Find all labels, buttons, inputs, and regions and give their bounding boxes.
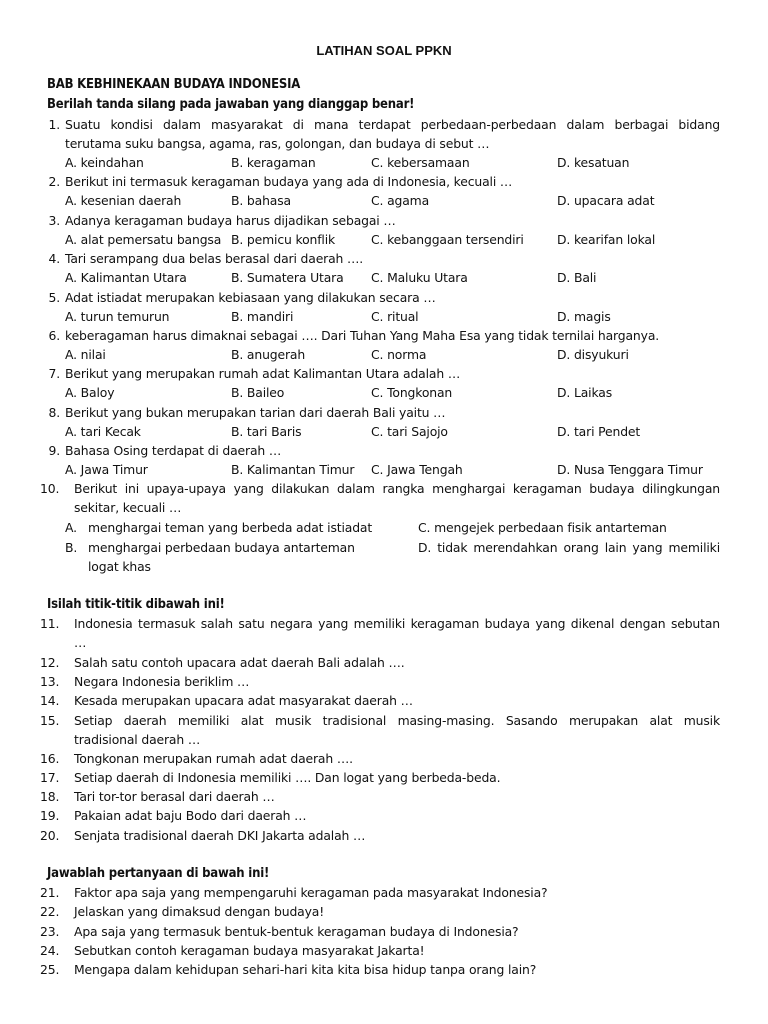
question-number: 23. [40, 924, 60, 939]
question-number: 10. [40, 481, 60, 496]
option-b[interactable]: B. keragaman [231, 155, 316, 170]
option-a[interactable]: A. nilai [65, 347, 106, 362]
question-item [0, 655, 768, 674]
question-item [0, 174, 768, 193]
question-text: Kesada merupakan upacara adat masyarakat daerah … [74, 693, 413, 708]
question-number: 9. [48, 443, 60, 458]
section3-instruction: Jawablah pertanyaan di bawah ini! [47, 866, 270, 881]
question-number: 8. [48, 405, 60, 420]
option-c[interactable]: C. Tongkonan [371, 385, 453, 400]
question-number: 5. [48, 290, 60, 305]
question-text: Suatu kondisi dalam masyarakat di mana terdapat perbedaan-perbedaan dalam berbagai bidang [65, 117, 720, 132]
option-a[interactable]: A. Kalimantan Utara [65, 270, 187, 285]
question-item [0, 251, 768, 270]
option-b[interactable]: B. Kalimantan Timur [231, 462, 355, 477]
question-number: 21. [40, 885, 60, 900]
document-title: LATIHAN SOAL PPKN [316, 43, 452, 58]
question-item [0, 770, 768, 789]
answer-options [0, 347, 768, 366]
question-text: … [74, 635, 87, 650]
question-item [0, 789, 768, 808]
answer-options [0, 309, 768, 328]
option-d[interactable]: D. tari Pendet [557, 424, 641, 439]
option-b[interactable]: menghargai perbedaan budaya antarteman [88, 540, 355, 555]
question-item [0, 904, 768, 923]
question-number: 3. [48, 213, 60, 228]
question-number: 11. [40, 616, 60, 631]
question-number: 14. [40, 693, 60, 708]
question-number: 2. [48, 174, 60, 189]
question-text: Tongkonan merupakan rumah adat daerah …. [74, 751, 353, 766]
answer-options [0, 520, 768, 539]
option-c[interactable]: C. norma [371, 347, 427, 362]
question-text: Indonesia termasuk salah satu negara yang memiliki keragaman budaya yang dikenal dengan sebutan [74, 616, 720, 631]
question-text: Mengapa dalam kehidupan sehari-hari kita kita bisa hidup tanpa orang lain? [74, 962, 537, 977]
question-text: tradisional daerah … [74, 732, 201, 747]
question-text: Tari tor-tor berasal dari daerah … [74, 789, 275, 804]
option-c[interactable]: C. agama [371, 193, 430, 208]
question-item [0, 117, 768, 136]
question-item [0, 443, 768, 462]
option-a[interactable]: A. tari Kecak [65, 424, 141, 439]
question-text: Setiap daerah memiliki alat musik tradisional masing-masing. Sasando merupakan alat musik [74, 713, 720, 728]
question-continuation [0, 136, 768, 155]
option-d[interactable]: D. Nusa Tenggara Timur [557, 462, 703, 477]
question-text: Apa saja yang termasuk bentuk-bentuk keragaman budaya di Indonesia? [74, 924, 519, 939]
option-b[interactable]: B. anugerah [231, 347, 306, 362]
question-number: 12. [40, 655, 60, 670]
question-continuation [0, 500, 768, 519]
question-number: 1. [48, 117, 60, 132]
option-c[interactable]: C. ritual [371, 309, 419, 324]
question-continuation [0, 635, 768, 654]
answer-options [0, 193, 768, 212]
question-item [0, 808, 768, 827]
question-text: terutama suku bangsa, agama, ras, golongan, dan budaya di sebut … [65, 136, 490, 151]
question-text: Adanya keragaman budaya harus dijadikan sebagai … [65, 213, 396, 228]
question-text: Pakaian adat baju Bodo dari daerah … [74, 808, 307, 823]
question-item [0, 962, 768, 981]
answer-options [0, 462, 768, 481]
option-a[interactable]: A. keindahan [65, 155, 144, 170]
question-item [0, 751, 768, 770]
option-d[interactable]: D. kearifan lokal [557, 232, 656, 247]
question-item [0, 328, 768, 347]
option-c[interactable]: C. Jawa Tengah [371, 462, 463, 477]
question-text: Faktor apa saja yang mempengaruhi keragaman pada masyarakat Indonesia? [74, 885, 548, 900]
option-b[interactable]: B. mandiri [231, 309, 294, 324]
option-b[interactable]: B. Baileo [231, 385, 285, 400]
question-text: Adat istiadat merupakan kebiasaan yang dilakukan secara … [65, 290, 436, 305]
question-number: 25. [40, 962, 60, 977]
answer-options [0, 424, 768, 443]
answer-options [0, 155, 768, 174]
question-item [0, 213, 768, 232]
option-a[interactable]: A. turun temurun [65, 309, 170, 324]
question-item [0, 405, 768, 424]
question-text: Tari serampang dua belas berasal dari daerah …. [65, 251, 364, 266]
option-c[interactable]: C. tari Sajojo [371, 424, 448, 439]
question-text: Jelaskan yang dimaksud dengan budaya! [74, 904, 325, 919]
option-c[interactable]: C. kebersamaan [371, 155, 470, 170]
section1-instruction: Berilah tanda silang pada jawaban yang dianggap benar! [47, 97, 415, 112]
question-number: 19. [40, 808, 60, 823]
section2-instruction: Isilah titik-titik dibawah ini! [47, 597, 225, 612]
question-text: Senjata tradisional daerah DKI Jakarta adalah … [74, 828, 366, 843]
option-d[interactable]: D. kesatuan [557, 155, 630, 170]
question-number: 6. [48, 328, 60, 343]
question-item [0, 616, 768, 635]
question-text: sekitar, kecuali … [74, 500, 182, 515]
option-d[interactable]: D. magis [557, 309, 611, 324]
option-c[interactable]: C. kebanggaan tersendiri [371, 232, 524, 247]
question-text: Bahasa Osing terdapat di daerah … [65, 443, 282, 458]
option-d[interactable]: D. Laikas [557, 385, 613, 400]
option-b[interactable]: B. tari Baris [231, 424, 302, 439]
question-text: keberagaman harus dimaknai sebagai …. Dari Tuhan Yang Maha Esa yang tidak ternilai harganya. [65, 328, 660, 343]
question-item [0, 828, 768, 847]
question-text: Berikut ini termasuk keragaman budaya yang ada di Indonesia, kecuali … [65, 174, 513, 189]
question-number: 4. [48, 251, 60, 266]
question-item [0, 885, 768, 904]
answer-options [0, 559, 768, 578]
answer-options [0, 270, 768, 289]
option-c[interactable]: C. mengejek perbedaan fisik antarteman [418, 520, 667, 535]
question-text: Sebutkan contoh keragaman budaya masyarakat Jakarta! [74, 943, 425, 958]
option-b[interactable]: B. Sumatera Utara [231, 270, 344, 285]
question-continuation [0, 732, 768, 751]
question-number: 13. [40, 674, 60, 689]
option-b[interactable]: B. bahasa [231, 193, 291, 208]
option-d[interactable]: D. disyukuri [557, 347, 629, 362]
question-text: Salah satu contoh upacara adat daerah Bali adalah …. [74, 655, 405, 670]
question-text: Berikut ini upaya-upaya yang dilakukan dalam rangka menghargai keragaman budaya dilingkungan [74, 481, 720, 496]
question-number: 15. [40, 713, 60, 728]
option-a[interactable]: A. Baloy [65, 385, 115, 400]
question-number: 16. [40, 751, 60, 766]
question-item [0, 481, 768, 500]
question-number: 24. [40, 943, 60, 958]
question-number: 22. [40, 904, 60, 919]
question-text: Setiap daerah di Indonesia memiliki …. Dan logat yang berbeda-beda. [74, 770, 501, 785]
option-a[interactable]: menghargai teman yang berbeda adat istiadat [88, 520, 373, 535]
question-item [0, 943, 768, 962]
option-a-label: A. [65, 520, 77, 535]
chapter-heading: BAB KEBHINEKAAN BUDAYA INDONESIA [47, 77, 301, 92]
option-b-label: B. [65, 540, 78, 555]
option-b[interactable]: B. pemicu konflik [231, 232, 336, 247]
option-b-continuation: logat khas [88, 559, 151, 574]
option-d[interactable]: D. upacara adat [557, 193, 655, 208]
question-number: 20. [40, 828, 60, 843]
option-d[interactable]: D. Bali [557, 270, 597, 285]
question-text: Negara Indonesia beriklim … [74, 674, 250, 689]
question-number: 7. [48, 366, 60, 381]
question-text: Berikut yang bukan merupakan tarian dari daerah Bali yaitu … [65, 405, 446, 420]
option-c[interactable]: C. Maluku Utara [371, 270, 468, 285]
answer-options [0, 385, 768, 404]
option-a[interactable]: A. Jawa Timur [65, 462, 148, 477]
question-item [0, 366, 768, 385]
question-item [0, 924, 768, 943]
question-number: 17. [40, 770, 60, 785]
question-item [0, 713, 768, 732]
option-d[interactable]: D. tidak merendahkan orang lain yang memiliki [418, 540, 720, 555]
option-a[interactable]: A. kesenian daerah [65, 193, 182, 208]
question-item [0, 693, 768, 712]
question-number: 18. [40, 789, 60, 804]
answer-options [0, 540, 768, 559]
answer-options [0, 232, 768, 251]
question-item [0, 290, 768, 309]
question-item [0, 674, 768, 693]
question-text: Berikut yang merupakan rumah adat Kalimantan Utara adalah … [65, 366, 461, 381]
option-a[interactable]: A. alat pemersatu bangsa [65, 232, 222, 247]
